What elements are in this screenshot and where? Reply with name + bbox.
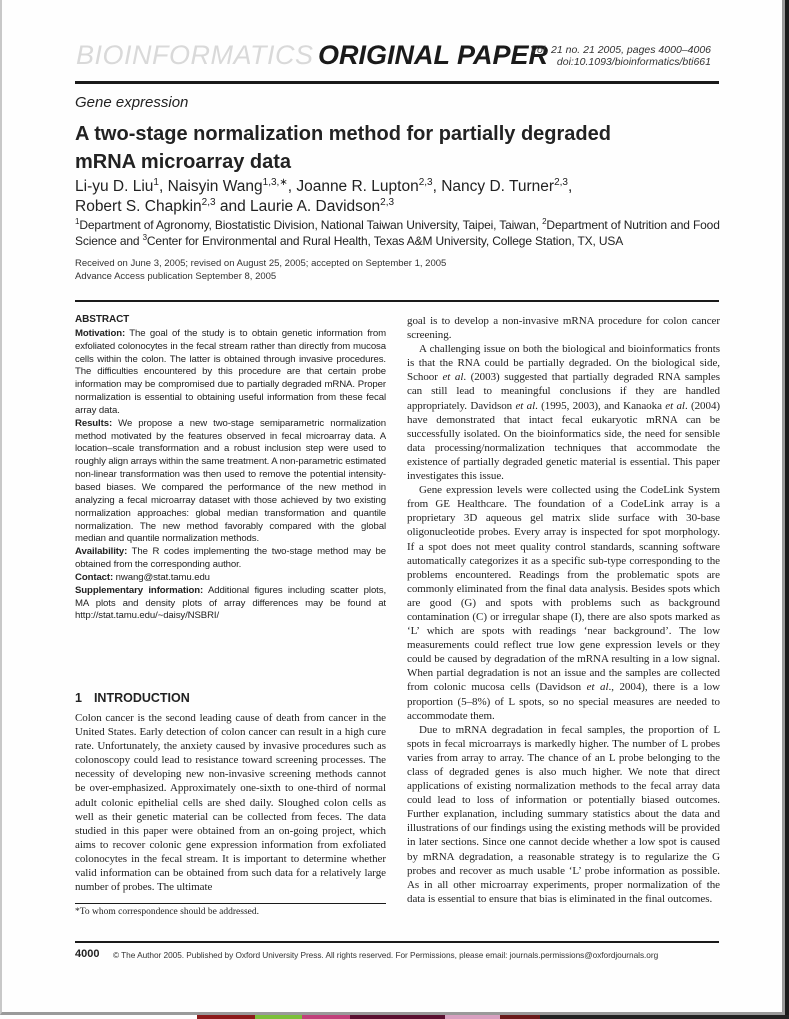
footer-rule (75, 941, 719, 943)
author-affil-sup: 2,3 (554, 177, 568, 188)
abstract-heading: ABSTRACT (75, 314, 130, 325)
abstract-rule (75, 300, 719, 302)
section-heading-introduction: 1 INTRODUCTION (75, 691, 190, 705)
received-dates: Received on June 3, 2005; revised on August 25, 2005; accepted on September 1, 2005 (75, 258, 447, 269)
left-column (75, 314, 387, 894)
paper-type: ORIGINAL PAPER (318, 40, 549, 70)
abstract (75, 314, 386, 623)
abstract-motivation: Motivation: The goal of the study is to obtain genetic information from exfoliated colonocytes in the fecal stream rather than directly from mucosa cells within the colon. The latter is obtained through invasive procedures. The difficulties encountered by this procedure are that certain probe information may be compromised due to partially degraded mRNA. Proper normalization is essential to obtaining useful information from these fecal array data. (75, 327, 386, 416)
copyright-notice: © The Author 2005. Published by Oxford University Press. All rights reserved. For Permissions, please email: journals.permissions@oxfordjournals.org (113, 950, 659, 960)
page-number: 4000 (75, 948, 100, 960)
abstract-contact: Contact: nwang@stat.tamu.edu (75, 571, 210, 583)
journal-name: BIOINFORMATICS (76, 40, 314, 70)
author-affil-sup: 1 (153, 177, 159, 188)
affiliations: $^1$Department of Agronomy, Biostatistic Division, National Taiwan University, Taipei, Taiwan, $^2$Department of Nutrition and Food Science and $^3$Center for Environmental and Rural Health, Texas A&M University, College Station, TX, USA (75, 217, 720, 248)
correspondence-footnote: *To whom correspondence should be addressed. (75, 907, 260, 917)
citation-info (530, 44, 711, 68)
abstract-supplementary: Supplementary information: Additional figures including scatter plots, MA plots and density plots of array differences may be found at http://stat.tamu.edu/~daisy/NSBRI/ (75, 584, 387, 622)
title-line-2: mRNA microarray data (75, 151, 292, 173)
author-affil-sup: 2,3 (418, 177, 433, 188)
contact-email[interactable]: nwang@stat.tamu.edu (113, 571, 210, 583)
affiliation-3: Center for Environmental and Rural Health, Texas A&M University, College Station, TX, USA (146, 234, 624, 248)
header-rule (75, 81, 719, 84)
doi: doi:10.1093/bioinformatics/bti661 (556, 56, 711, 68)
author: Li-yu D. Liu (75, 178, 154, 195)
publication-dates (75, 257, 446, 283)
footnote-rule (75, 903, 386, 904)
intro-paragraph-3: Gene expression levels were collected using the CodeLink System from GE Healthcare. The foundation of a CodeLink array is a proprietary 3D aqueous gel matrix slide surface with 30-base oligonucleotide probes. Every array is inspected for spot morphology. If a spot does not meet quality control standards, scanning software automatically categorizes it as a specific sub-type corresponding to the problems encountered. Readings from the problematic spots are commonly eliminated from the final data analysis. Besides spots which are good (G) and spots with problems such as background contamination (C) or irregular shape (I), there are also spots marked as ‘L’ which are spots with readings ‘near background’. The low measurements could reflect true low gene expression levels or they could be caused by degradation of the mRNA resulting in a low signal. When partial degradation is not an issue and the samples are collected from colonic mucosa cells (Davidson et al., 2004), there is a low proportion (5–8%) of L spots, so no special measures are needed to accommodate them. (407, 484, 721, 722)
author-list: Li-yu D. Liu$^1$, Naisyin Wang$^{1,3,∗}$, Joanne R. Lupton$^{2,3}$, Nancy D. Turner$^{2,3}$, Robert S. Chapkin$^{2,3}$ and Laurie A. Davidson$^{2,3}$ (75, 177, 573, 215)
paper-title (75, 120, 695, 176)
author-affil-sup: 2,3 (380, 197, 395, 208)
title-line-1: A two-stage normalization method for partially degraded (75, 123, 611, 145)
affiliation-1: Department of Agronomy, Biostatistic Division, National Taiwan University, Taipei, Taiwan, (79, 218, 543, 232)
author: Robert S. Chapkin (75, 198, 202, 215)
affiliation-2: Department of Nutrition and Food Science and (75, 218, 720, 248)
intro-paragraph-2: A challenging issue on both the biological and bioinformatics fronts is that the RNA could be partially degraded. On the biological side, Schoor et al. (2003) suggested that partially degraded RNA samples can still lead to meaningful conclusions if they are handled appropriately. Davidson et al. (1995, 2003), and Kanaoka et al. (2004) have demonstrated that intact fecal eukaryotic mRNA can be successfully isolated. On the bioinformatics side, the need for sensible data processing/normalization techniques that accommodate the existence of partially degraded genetic material is essential. This paper investigates this issue. (407, 343, 721, 483)
intro-paragraph-4: Due to mRNA degradation in fecal samples, the proportion of L spots in fecal microarrays is markedly higher. The number of L probes varies from array to array. The chance of an L probe belonging to the class of degraded genes is also much higher. We note that direct applications of existing normalization methods to the fecal array data could lead to loss of information or potentially biased outcomes. Further explanation, including summary statistics about the data and illustrations of our findings using the existing methods will be provided in later sections. Since one cannot decide whether a low spot is caused by mRNA degradation, a reasonable strategy is to regularize the G probes and recover as much usable ‘L’ probe information as possible. As in all other microarray experiments, proper normalization of the data is essential to ensure that bias is eliminated in the final outcomes. (407, 723, 720, 905)
author-affil-sup: 1,3,∗ (262, 177, 288, 188)
desktop-background-strip (0, 1015, 789, 1019)
right-column (407, 314, 720, 906)
intro-paragraph-1-continued: goal is to develop a non-invasive mRNA procedure for colon cancer screening. (407, 315, 720, 342)
author-affil-sup: 2,3 (201, 197, 216, 208)
author: Joanne R. Lupton (296, 178, 419, 195)
intro-paragraph-1: Colon cancer is the second leading cause of death from cancer in the United States. Early detection of colon cancer can result in a high cure rate. Unfortunately, the anxiety caused by invasive procedures such as colonoscopy could lead to resistance toward screening processes. The necessity of developing new non-invasive screening methods cannot be over-emphasized. Approximately one-sixth to one-third of normal adult colonic epithelial cells are shed daily. Sloughed colon cells as well as their genetic material can be collected from feces. The data studied in this paper were obtained from an on-going project, which aims to recover colonic gene expression information from exfoliated colonocytes in the fecal stream. It is important to determine whether valid information can be obtained from such data for a relatively large number of probes. The ultimate (75, 712, 386, 894)
abstract-results: Results: We propose a new two-stage semiparametric normalization method motivated by the features observed in fecal microarray data. A location–scale transformation and a robust inclusion step were used to roughly align arrays within the same treatment. A non-parametric estimated non-linear transformation was then used to remove the potential intensity-based biases. We compared the performance of the new method in analyzing a fecal microarray dataset with those achieved by two existing normalization approaches: global median transformation and quantile normalization. The new method favorably compared with the global median and quantile normalization methods. (75, 417, 386, 545)
volume-line: Vol. 21 no. 21 2005, pages 4000–4006 (530, 44, 711, 56)
author: Laurie A. Davidson (250, 198, 381, 215)
subject-category: Gene expression (75, 94, 189, 111)
abstract-availability: Availability: The R codes implementing the two-stage method may be obtained from the corresponding author. (75, 546, 386, 571)
author: Nancy D. Turner (441, 178, 555, 195)
supplementary-link[interactable]: Additional figures including scatter plots, MA plots and density plots of array differences may be found at http://stat.tamu.edu/~daisy/NSBRI/ (75, 584, 387, 622)
author: Naisyin Wang (167, 178, 263, 195)
advance-access: Advance Access publication September 8, 2005 (75, 271, 277, 282)
